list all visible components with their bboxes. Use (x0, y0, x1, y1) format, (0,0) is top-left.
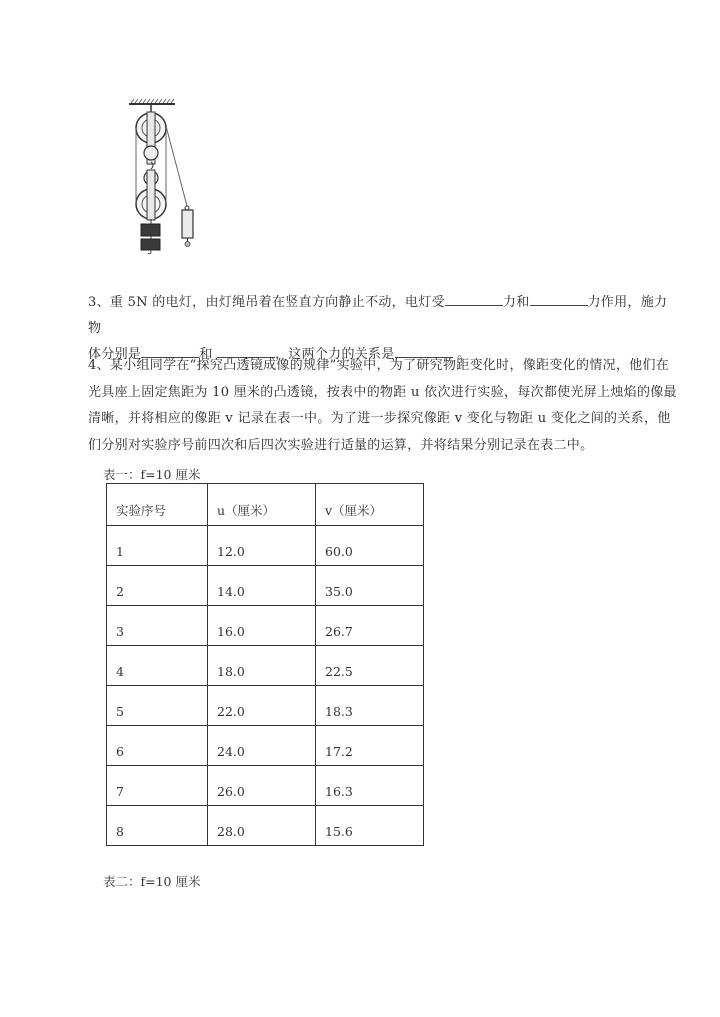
question-3-text: ，这两个力的关系是 (274, 347, 395, 362)
cell-v: 16.3 (316, 766, 424, 806)
cell-u: 12.0 (208, 526, 316, 566)
question-3-text: 。 (452, 347, 471, 362)
cell-v: 18.3 (316, 686, 424, 726)
table-2-caption: 表二：f=10 厘米 (103, 874, 201, 889)
answer-blank-2[interactable] (530, 291, 588, 306)
cell-u: 14.0 (208, 566, 316, 606)
cell-trial: 8 (107, 806, 208, 846)
cell-u: 24.0 (208, 726, 316, 766)
table-row (107, 686, 424, 726)
cell-trial: 3 (107, 606, 208, 646)
cell-v: 22.5 (316, 646, 424, 686)
question-3-text: 体分别是 (88, 347, 142, 362)
pulley-system-icon (125, 98, 200, 256)
table-1-caption: 表一：f=10 厘米 (103, 467, 201, 482)
table-row (107, 806, 424, 846)
pulley-system-figure (125, 98, 200, 256)
cell-u: 28.0 (208, 806, 316, 846)
cell-trial: 4 (107, 646, 208, 686)
cell-v: 26.7 (316, 606, 424, 646)
table-header-row (107, 484, 424, 526)
cell-trial: 5 (107, 686, 208, 726)
table-row (107, 566, 424, 606)
header-image-distance: v（厘米） (316, 484, 424, 526)
cell-u: 16.0 (208, 606, 316, 646)
question-3-text: 力和 (502, 295, 530, 310)
cell-trial: 6 (107, 726, 208, 766)
header-object-distance: u（厘米） (208, 484, 316, 526)
cell-trial: 2 (107, 566, 208, 606)
question-3-text: 力作用，施力物 (88, 295, 668, 336)
cell-trial: 7 (107, 766, 208, 806)
cell-v: 35.0 (316, 566, 424, 606)
header-trial-number: 实验序号 (107, 484, 208, 526)
table-row (107, 526, 424, 566)
question-3-text: 3、重 5N 的电灯，由灯绳吊着在竖直方向静止不动，电灯受 (88, 295, 445, 310)
table-row (107, 726, 424, 766)
table-row (107, 606, 424, 646)
table-row (107, 766, 424, 806)
question-4-text: 4、某小组同学在“探究凸透镜成像的规律”实验中，为了研究物距变化时，像距变化的情况，他们在光具座上固定焦距为 10 厘米的凸透镜，按表中的物距 u 依次进行实验，每次都使光屏上烛焰的像最清晰，并将相应的像距 v 记录在表一中。为了进一步探究像距 v 变化与物距 u 变化之间的关系，他们分别对实验序号前四次和后四次实验进行适量的运算，并将结果分别记录在表二中。 (88, 358, 677, 453)
question-3-text: 和 (199, 347, 217, 362)
cell-u: 18.0 (208, 646, 316, 686)
cell-u: 22.0 (208, 686, 316, 726)
cell-trial: 1 (107, 526, 208, 566)
cell-v: 17.2 (316, 726, 424, 766)
table-row (107, 646, 424, 686)
cell-u: 26.0 (208, 766, 316, 806)
cell-v: 15.6 (316, 806, 424, 846)
answer-blank-1[interactable] (445, 291, 503, 306)
table-1 (106, 483, 424, 846)
question-3-line-1 (88, 290, 678, 342)
cell-v: 60.0 (316, 526, 424, 566)
